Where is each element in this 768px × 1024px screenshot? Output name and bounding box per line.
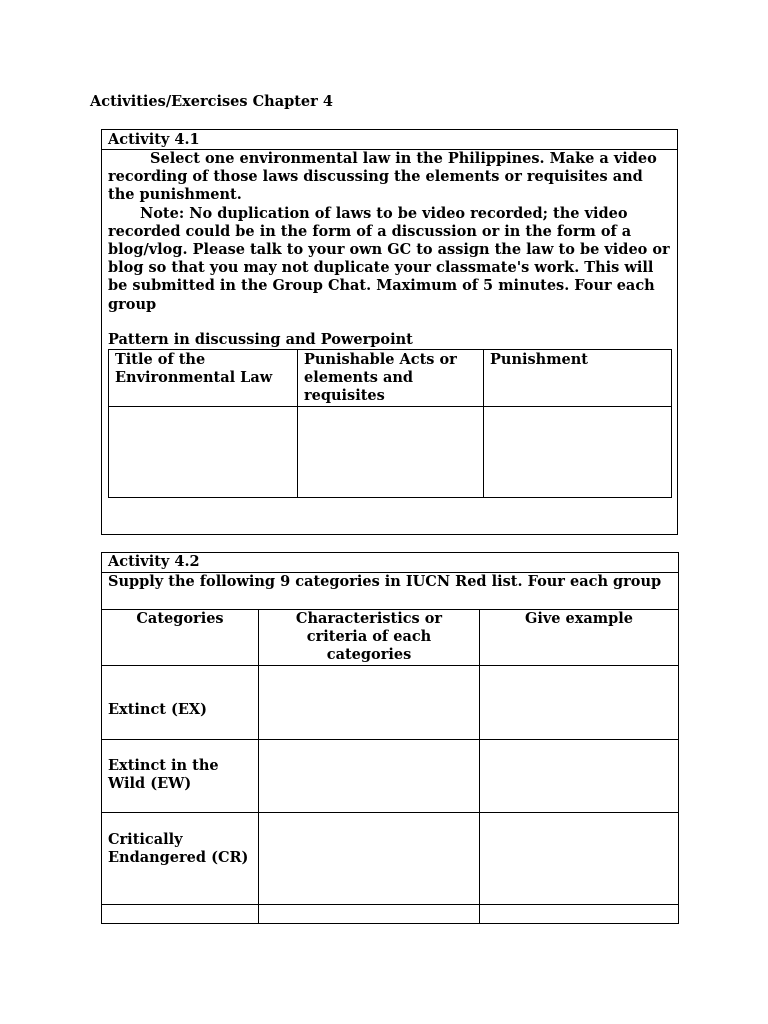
iucn-category-cell [102,904,259,923]
iucn-row-extinct-wild [102,739,679,812]
iucn-example-cell[interactable] [480,904,679,923]
activity-4-2-instruction: Supply the following 9 categories in IUCN Red list. Four each group [102,573,679,610]
law-table-header-row [109,350,672,407]
law-table-cell[interactable] [484,406,672,497]
iucn-criteria-cell[interactable] [259,812,480,904]
law-table-cell[interactable] [109,406,298,497]
activity-4-1-note: Note: No duplication of laws to be video recorded; the video recorded could be in the form of a discussion or in the form of a blog/vlog. Please talk to your own GC to assign the law to be video or blog so that you may not duplicate your classmate's work. This will be submitted in the Group Chat. Maximum of 5 minutes. Four each group [108,204,670,313]
law-table-header-acts: Punishable Acts or elements and requisites [298,350,484,407]
law-table-header-title: Title of the Environmental Law [109,350,298,407]
iucn-table [101,552,679,924]
iucn-header-categories: Categories [102,610,259,666]
iucn-row-critically-endangered [102,812,679,904]
page-title: Activities/Exercises Chapter 4 [90,93,333,110]
activity-4-2-title: Activity 4.2 [102,553,679,573]
activity-4-1-instruction: Select one environmental law in the Philippines. Make a video recording of those laws discussing the elements or requisites and the punishment. [108,150,657,204]
law-table-row [109,406,672,497]
iucn-criteria-cell[interactable] [259,665,480,739]
iucn-header-example: Give example [480,610,679,666]
iucn-category-cell: Critically Endangered (CR) [102,812,259,904]
activity-4-2-instruction-row [102,573,679,610]
iucn-category-cell: Extinct in the Wild (EW) [102,739,259,812]
iucn-table-header-row [102,610,679,666]
iucn-category-cell: Extinct (EX) [102,665,259,739]
iucn-criteria-cell[interactable] [259,739,480,812]
law-table-cell[interactable] [298,406,484,497]
iucn-row-empty [102,904,679,923]
activity-4-1-title: Activity 4.1 [102,130,677,150]
pattern-label: Pattern in discussing and Powerpoint [108,331,413,348]
iucn-row-extinct [102,665,679,739]
law-table [108,349,672,498]
iucn-header-criteria: Characteristics or criteria of each categories [259,610,480,666]
law-table-header-punishment: Punishment [484,350,672,407]
activity-4-1-box [101,129,678,535]
activity-4-2-box [101,552,678,922]
iucn-example-cell[interactable] [480,665,679,739]
iucn-criteria-cell[interactable] [259,904,480,923]
activity-4-2-title-row [102,553,679,573]
iucn-example-cell[interactable] [480,739,679,812]
iucn-example-cell[interactable] [480,812,679,904]
